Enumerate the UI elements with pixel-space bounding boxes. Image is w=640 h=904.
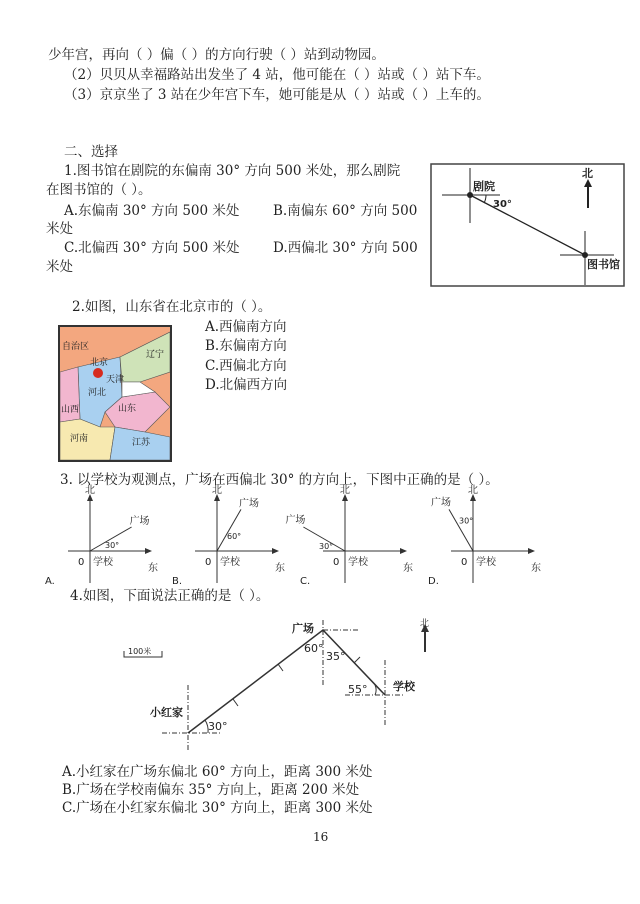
question-text: （2）贝贝从幸福路站出发坐了 4 站，他可能在（ ）站或（ ）站下车。: [64, 67, 490, 83]
question-text: 4.如图，下面说法正确的是（ ）。: [70, 588, 270, 604]
svg-text:学校: 学校: [393, 680, 415, 693]
svg-text:小红家: 小红家: [150, 706, 183, 719]
q3-angle-label: 30°: [105, 541, 120, 550]
theater-label: 剧院: [473, 180, 495, 193]
option-d-cont: 米处: [46, 259, 73, 275]
q3-origin-label: 0: [78, 557, 85, 568]
svg-text:河南: 河南: [70, 434, 89, 444]
library-label: 图书馆: [587, 258, 620, 271]
svg-text:60°: 60°: [304, 642, 324, 655]
q3-school-label: 学校: [348, 557, 368, 568]
svg-text:江苏: 江苏: [132, 438, 151, 448]
option-a: A.东偏南 30° 方向 500 米处: [64, 203, 240, 219]
question-text: 1.图书馆在剧院的东偏南 30° 方向 500 米处，那么剧院: [64, 163, 401, 179]
q3-origin-label: 0: [461, 557, 468, 568]
svg-text:广场: 广场: [292, 622, 314, 635]
q3-square-label: 广场: [239, 498, 259, 510]
q3-letter-label: D.: [428, 576, 439, 587]
svg-text:天津: 天津: [106, 375, 125, 385]
question-text: （3）京京坐了 3 站在少年宫下车，她可能是从（ ）站或（ ）上车的。: [64, 87, 490, 103]
angle-label: 30°: [493, 199, 512, 210]
option-b: B.南偏东 60° 方向 500: [273, 203, 418, 219]
q3-school-label: 学校: [476, 557, 496, 568]
north-label: 北: [582, 167, 593, 180]
q3-east-label: 东: [275, 563, 285, 574]
svg-text:北京: 北京: [90, 358, 109, 368]
q3-east-label: 东: [403, 563, 413, 574]
svg-text:自治区: 自治区: [62, 342, 90, 352]
svg-text:北: 北: [420, 619, 430, 629]
q3-school-label: 学校: [93, 557, 113, 568]
svg-text:山西: 山西: [61, 405, 80, 415]
option-c: C.广场在小红家东偏北 30° 方向上，距离 300 米处: [62, 800, 373, 816]
q3-origin-label: 0: [205, 557, 212, 568]
q3-square-label: 广场: [129, 516, 150, 527]
q3-letter-label: B.: [172, 576, 183, 587]
q3-angle-label: 30°: [459, 516, 474, 526]
svg-text:辽宁: 辽宁: [146, 350, 165, 360]
svg-text:35°: 35°: [326, 650, 346, 663]
question-text: 2.如图，山东省在北京市的（ ）。: [72, 299, 272, 315]
q3-letter-label: A.: [45, 576, 55, 587]
page-number: 16: [313, 830, 329, 844]
q3-north-label: 北: [340, 485, 350, 496]
q3-east-label: 东: [148, 563, 158, 574]
q3-north-label: 北: [212, 485, 222, 496]
q3-origin-label: 0: [333, 557, 340, 568]
section-heading: 二、选择: [64, 144, 118, 160]
q3-square-label: 广场: [285, 515, 306, 526]
svg-text:30°: 30°: [208, 720, 228, 733]
q3-east-label: 东: [531, 563, 541, 574]
option-b: B.广场在学校南偏东 35° 方向上，距离 200 米处: [62, 782, 360, 798]
option-a: A.小红家在广场东偏北 60° 方向上，距离 300 米处: [62, 764, 373, 780]
q3-north-label: 北: [468, 485, 478, 496]
svg-text:55°: 55°: [348, 683, 368, 696]
question-text: 3. 以学校为观测点，广场在西偏北 30° 的方向上，下图中正确的是（ ）。: [60, 472, 499, 488]
option-a: A.西偏南方向: [205, 319, 287, 335]
q3-school-label: 学校: [220, 557, 240, 568]
q3-letter-label: C.: [300, 576, 311, 587]
svg-text:山东: 山东: [118, 404, 137, 414]
option-d: D.北偏西方向: [205, 377, 288, 393]
question-text: 少年宫，再向（ ）偏（ ）的方向行驶（ ）站到动物园。: [48, 47, 385, 63]
q3-north-label: 北: [85, 485, 95, 496]
option-b: B.东偏南方向: [205, 338, 287, 354]
option-c: C.西偏北方向: [205, 358, 287, 374]
q3-angle-label: 60°: [227, 532, 242, 541]
svg-text:河北: 河北: [88, 388, 107, 398]
q3-angle-label: 30°: [319, 542, 334, 551]
svg-text:100米: 100米: [128, 647, 152, 656]
question-text: 在图书馆的（ ）。: [46, 182, 152, 198]
option-d: D.西偏北 30° 方向 500: [273, 240, 418, 256]
q3-square-label: 广场: [431, 497, 451, 509]
option-c: C.北偏西 30° 方向 500 米处: [64, 240, 240, 256]
option-b-cont: 米处: [46, 221, 73, 237]
